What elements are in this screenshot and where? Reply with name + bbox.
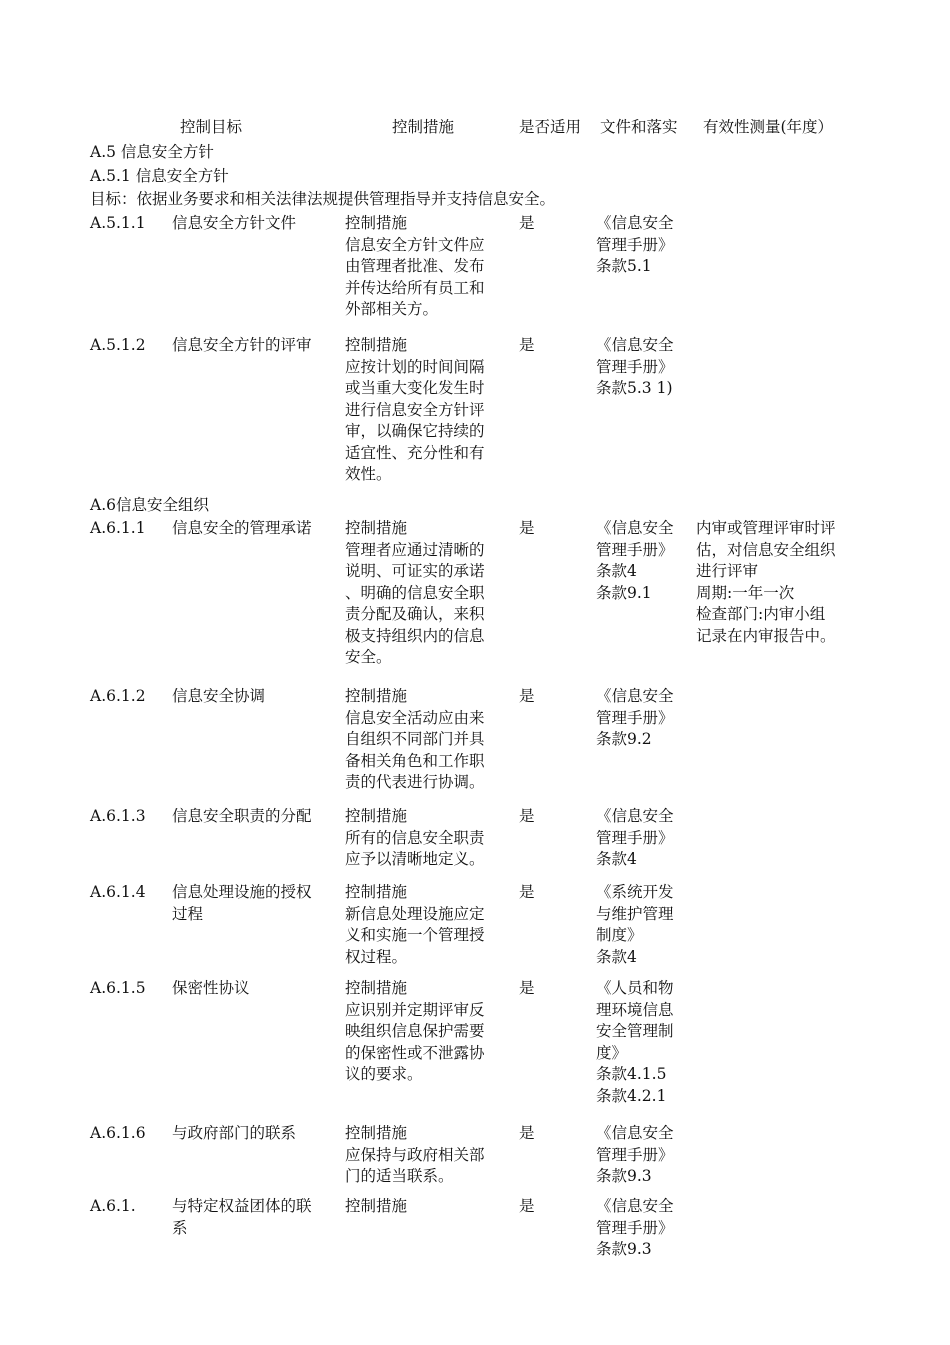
control-title (172, 1196, 340, 1239)
applicable-value: 是 (519, 687, 535, 705)
measure-line: 应按计划的时间间隔 (345, 357, 485, 376)
measure-line: 安全。 (345, 648, 392, 666)
measure-line: 责分配及确认，来积 (345, 605, 485, 623)
measure-line: 由管理者批准、发布 (345, 257, 485, 275)
document-line: 条款5.1 (596, 257, 652, 275)
document-line: 条款5.3 1) (596, 379, 673, 397)
document-line: 条款4 (596, 850, 637, 868)
control-id: A.5.1.2 (90, 336, 146, 354)
measure-line: 新信息处理设施应定 (345, 904, 485, 923)
document-reference (596, 213, 692, 278)
applicable-value: 是 (519, 807, 535, 825)
measure-line: 、明确的信息安全职 (345, 583, 485, 602)
document-reference (596, 686, 692, 751)
document-line: 《信息安全 (596, 214, 674, 232)
applicable-value: 是 (519, 519, 535, 537)
measure-line: 责的代表进行协调。 (345, 773, 485, 791)
control-title-line: 与政府部门的联系 (172, 1124, 297, 1142)
header-applicable: 是否适用 (519, 118, 582, 136)
measure-line: 信息安全活动应由来 (345, 708, 485, 727)
control-title-line: 与特定权益团体的联 (172, 1197, 312, 1215)
measure-line: 信息安全方针文件应 (345, 235, 485, 254)
measure-line: 极支持组织内的信息 (345, 626, 485, 645)
measure-line: 应保持与政府相关部 (345, 1145, 485, 1164)
effectiveness-line: 进行评审 (696, 562, 759, 580)
control-title-line: 保密性协议 (172, 979, 250, 997)
document-reference (596, 335, 692, 400)
document-line: 《信息安全 (596, 1124, 674, 1142)
measure-line: 管理者应通过清晰的 (345, 540, 485, 559)
document-reference (596, 1123, 692, 1188)
section-a51-goal: 目标：依据业务要求和相关法律法规提供管理指导并支持信息安全。 (90, 190, 556, 208)
document-line: 与维护管理 (596, 904, 674, 923)
control-title-line: 信息安全协调 (172, 687, 266, 705)
section-a6: A.6信息安全组织 (90, 496, 209, 514)
control-measure (345, 978, 507, 1086)
document-line: 管理手册》 (596, 828, 674, 847)
applicable-value: 是 (519, 883, 535, 901)
document-line: 管理手册》 (596, 1145, 674, 1164)
control-title (172, 686, 340, 708)
measure-line: 自组织不同部门并具 (345, 730, 485, 748)
measure-line: 门的适当联系。 (345, 1167, 454, 1185)
measure-line: 权过程。 (345, 947, 408, 966)
control-title (172, 978, 340, 1000)
measure-label: 控制措施 (345, 883, 408, 901)
measure-line: 备相关角色和工作职 (345, 751, 485, 770)
control-id: A.6.1.5 (90, 979, 146, 997)
document-line: 条款9.2 (596, 730, 652, 748)
control-title (172, 518, 340, 540)
document-line: 《信息安全 (596, 807, 674, 825)
control-id: A.6.1.4 (90, 883, 146, 901)
document-line: 《系统开发 (596, 883, 674, 901)
document-line: 度》 (596, 1043, 628, 1062)
document-line: 《信息安全 (596, 336, 674, 354)
document-line: 条款4.1.5 (596, 1065, 667, 1083)
document-reference (596, 978, 692, 1107)
header-measure: 控制措施 (392, 118, 455, 136)
effectiveness-line: 周期:一年一次 (696, 583, 795, 602)
measure-line: 映组织信息保护需要 (345, 1022, 485, 1040)
control-title-line: 信息安全的管理承诺 (172, 519, 312, 537)
effectiveness-line: 估，对信息安全组织 (696, 540, 836, 559)
applicable-value: 是 (519, 1197, 535, 1215)
control-measure (345, 518, 507, 669)
control-title (172, 213, 340, 235)
measure-line: 审，以确保它持续的 (345, 422, 485, 440)
control-measure (345, 686, 507, 794)
measure-line: 进行信息安全方针评 (345, 400, 485, 419)
document-line: 《信息安全 (596, 687, 674, 705)
document-line: 条款4.2.1 (596, 1086, 667, 1105)
measure-line: 应予以清晰地定义。 (345, 850, 485, 868)
applicable-value: 是 (519, 1124, 535, 1142)
control-measure (345, 1196, 507, 1218)
document-line: 管理手册》 (596, 1218, 674, 1237)
measure-line: 外部相关方。 (345, 300, 439, 318)
control-title-line: 过程 (172, 904, 204, 923)
header-docs: 文件和落实 (600, 118, 678, 136)
document-line: 《信息安全 (596, 1197, 674, 1215)
control-title-line: 信息处理设施的授权 (172, 883, 312, 901)
document-line: 管理手册》 (596, 235, 674, 254)
header-objective: 控制目标 (180, 118, 243, 136)
control-title (172, 335, 340, 357)
measure-label: 控制措施 (345, 336, 408, 354)
control-id: A.5.1.1 (90, 214, 146, 232)
control-measure (345, 882, 507, 968)
control-title (172, 1123, 340, 1145)
control-id: A.6.1.3 (90, 807, 146, 825)
document-line: 管理手册》 (596, 540, 674, 559)
document-reference (596, 1196, 692, 1261)
document-line: 《信息安全 (596, 519, 674, 537)
measure-label: 控制措施 (345, 214, 408, 232)
measure-line: 适宜性、充分性和有 (345, 443, 485, 462)
effectiveness-line: 检查部门:内审小组 (696, 605, 826, 623)
control-measure (345, 806, 507, 871)
document-line: 条款9.1 (596, 583, 652, 602)
document-line: 制度》 (596, 926, 643, 944)
document-line: 管理手册》 (596, 357, 674, 376)
measure-line: 的保密性或不泄露协 (345, 1043, 485, 1062)
measure-line: 义和实施一个管理授 (345, 926, 485, 944)
effectiveness-line: 内审或管理评审时评 (696, 519, 836, 537)
measure-line: 议的要求。 (345, 1065, 423, 1083)
control-title-line: 信息安全职责的分配 (172, 807, 312, 825)
applicable-value: 是 (519, 214, 535, 232)
document-line: 条款9.3 (596, 1240, 652, 1258)
control-id: A.6.1.6 (90, 1124, 146, 1142)
document-line: 条款4 (596, 562, 637, 580)
document-line: 理环境信息 (596, 1000, 674, 1019)
measure-label: 控制措施 (345, 519, 408, 537)
document-line: 安全管理制 (596, 1022, 674, 1040)
document-line: 条款9.3 (596, 1167, 652, 1185)
applicable-value: 是 (519, 979, 535, 997)
measure-label: 控制措施 (345, 687, 408, 705)
control-measure (345, 213, 507, 321)
measure-label: 控制措施 (345, 1124, 408, 1142)
control-measure (345, 1123, 507, 1188)
measure-label: 控制措施 (345, 979, 408, 997)
document-line: 《人员和物 (596, 979, 674, 997)
control-id: A.6.1.1 (90, 519, 146, 537)
section-a51: A.5.1 信息安全方针 (90, 167, 229, 185)
measure-label: 控制措施 (345, 1197, 408, 1215)
document-reference (596, 806, 692, 871)
document-reference (596, 882, 692, 968)
control-title-line: 系 (172, 1218, 188, 1237)
applicable-value: 是 (519, 336, 535, 354)
measure-line: 效性。 (345, 465, 392, 483)
document-line: 条款4 (596, 947, 637, 966)
effectiveness-line: 记录在内审报告中。 (696, 626, 836, 645)
control-title (172, 882, 340, 925)
header-effectiveness: 有效性测量(年度） (703, 118, 834, 136)
document-reference (596, 518, 692, 604)
effectiveness-measure (696, 518, 864, 647)
control-id: A.6.1. (90, 1197, 136, 1215)
section-a5: A.5 信息安全方针 (90, 143, 214, 161)
control-title-line: 信息安全方针文件 (172, 214, 297, 232)
measure-line: 应识别并定期评审反 (345, 1000, 485, 1019)
document-line: 管理手册》 (596, 708, 674, 727)
control-id: A.6.1.2 (90, 687, 146, 705)
measure-label: 控制措施 (345, 807, 408, 825)
control-title (172, 806, 340, 828)
measure-line: 并传达给所有员工和 (345, 278, 485, 297)
measure-line: 所有的信息安全职责 (345, 828, 485, 847)
control-title-line: 信息安全方针的评审 (172, 336, 312, 354)
measure-line: 或当重大变化发生时 (345, 379, 485, 397)
control-measure (345, 335, 507, 486)
measure-line: 说明、可证实的承诺 (345, 562, 485, 580)
